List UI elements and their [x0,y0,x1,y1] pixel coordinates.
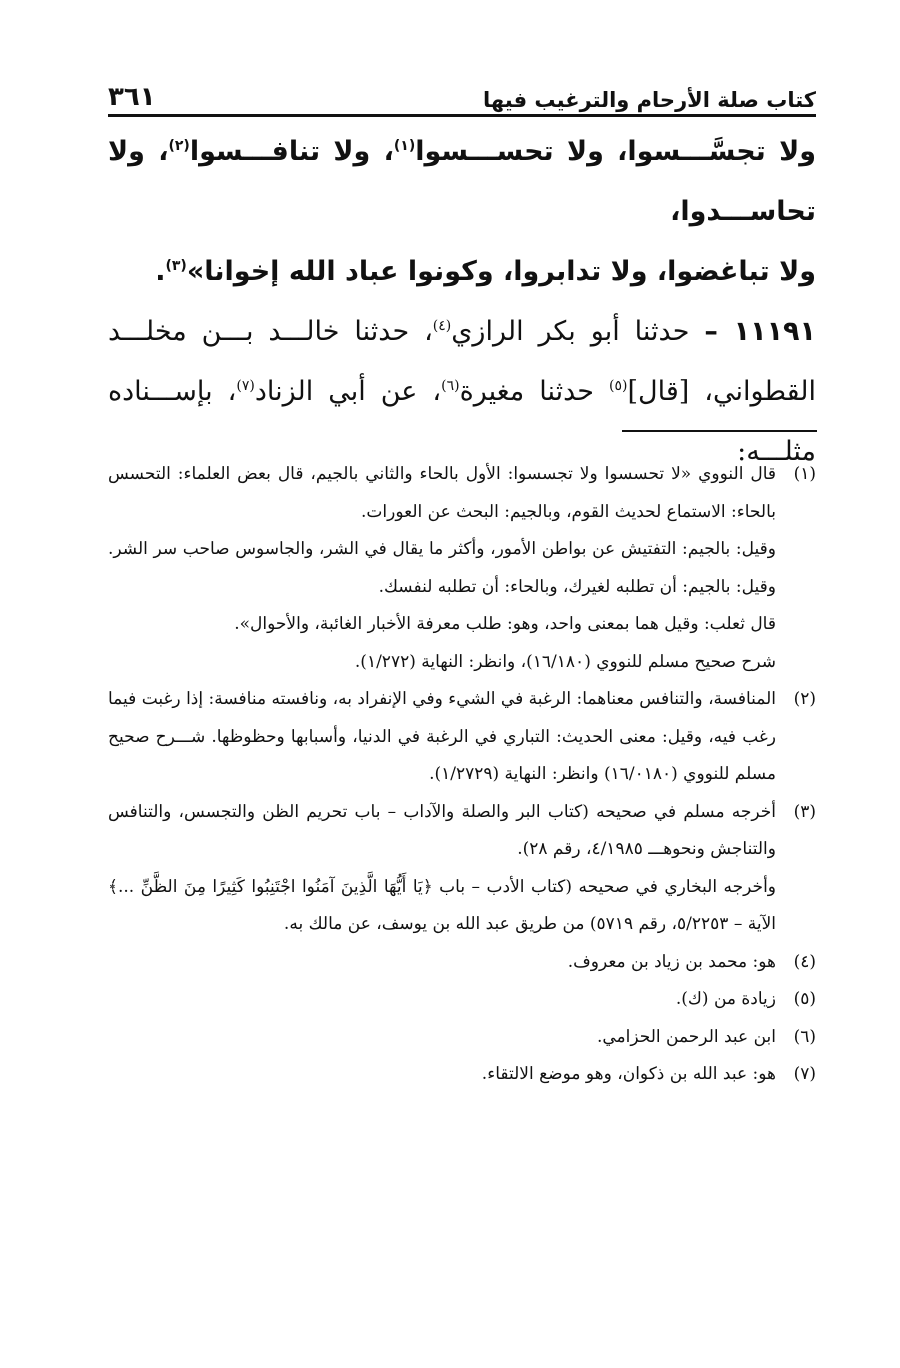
footnote-2 [108,681,816,794]
footnote-number: (١) [793,464,816,484]
footnote-ref-5[interactable]: (٥) [609,378,628,394]
footnote-line: ابن عبد الرحمن الحزامي. [596,1026,776,1047]
text-segment: حدثنا مغيرة [459,376,609,407]
footnote-line: أخرجه مسلم في صحيحه (كتاب البر والصلة والآداب – باب تحريم الظن والتجسس، والتنافس والتناجش ونحوهـــ ٤/١٩٨٥، رقم ٢٨). [108,801,776,859]
footnote-separator [622,430,817,432]
footnote-number: (٤) [793,951,816,972]
footnote-5 [108,981,816,1019]
footnote-number: (٢) [793,689,816,709]
footnote-7 [108,1056,816,1094]
header-rule [108,114,816,117]
footnote-number: (٦) [793,1026,816,1047]
footnote-number: (٣) [793,801,816,822]
footnote-ref-7[interactable]: (٧) [236,378,255,394]
hadith-number: ١١١٩١ – [704,316,817,347]
text-segment: ، حدثنا خالـــد بـــن مخلـــد القطواني، [قال] [108,316,816,407]
footnote-1 [108,456,816,681]
text-segment: حدثنا أبو بكر الرازي [451,316,705,347]
footnote-line: قال النووي «لا تحسسوا ولا تجسسوا: الأول بالحاء والثاني بالجيم، قال بعض العلماء: التحسس بالحاء: الاستماع لحديث القوم، وبالجيم: البحث عن العورات. [108,464,776,522]
hadith-text-line-1 [108,122,816,242]
footnote-line: المنافسة، والتنافس معناهما: الرغبة في الشيء وفي الإنفراد به، ونافسته منافسة: إذا رغبت فيما رغب فيه، وقيل: معنى الحديث: التباري في الرغبة في الدنيا، وأسبابها وحظوظها. شـــرح صحيح مسلم للنووي (١٦/٠١٨٠) وانظر: النهاية (١/٢٧٢٩). [108,689,776,784]
page-header [108,78,816,112]
text-segment: . [155,256,166,287]
hadith-text-line-2 [108,242,816,302]
footnote-line: زيادة من (ك). [675,989,776,1009]
footnote-line: وقيل: بالجيم: التفتيش عن بواطن الأمور، وأكثر ما يقال في الشر، والجاسوس صاحب سر الشر. وقيل: بالجيم: أن تطلبه لغيرك، وبالحاء: أن تطلبه لنفسك. [108,539,776,597]
footnote-ref-3[interactable]: (٣) [165,258,187,274]
footnote-line: هو: محمد بن زياد بن معروف. [567,951,776,972]
footnote-number: (٧) [793,1064,816,1084]
footnote-6 [108,1019,816,1057]
footnote-line: وأخرجه البخاري في صحيحه (كتاب الأدب – باب ﴿يَا أَيُّهَا الَّذِينَ آمَنُوا اجْتَنِبُوا كَثِيرًا مِنَ الظَّنِّ ...﴾ الآية – ٥/٢٢٥٣، رقم ٥٧١٩) من طريق عبد الله بن يوسف، عن مالك به. [108,876,776,934]
hadith-chain-paragraph [108,302,816,482]
footnote-line: هو: عبد الله بن ذكوان، وهو موضع الالتقاء. [481,1064,776,1084]
text-segment: ، عن أبي الزناد [254,376,442,407]
page-number: ٣٦١ [108,82,156,112]
text-segment: ، بإســـناده مثلـــه: [108,376,816,467]
footnote-number: (٥) [793,989,816,1009]
text-segment: ، ولا تحاســـدوا، [108,136,816,227]
footnote-4 [108,944,816,982]
footnote-3 [108,794,816,944]
text-segment: ، ولا تنافـــسوا [189,136,394,167]
chapter-title: كتاب صلة الأرحام والترغيب فيها [483,88,816,112]
main-text [108,122,816,482]
footnote-ref-2[interactable]: (٢) [168,138,190,154]
footnote-line: شرح صحيح مسلم للنووي (١٦/١٨٠)، وانظر: النهاية (١/٢٧٢). [354,651,776,672]
text-segment: ولا تباغضوا، ولا تدابروا، وكونوا عباد الله إخوانا» [186,256,816,287]
footnote-line: قال ثعلب: وقيل هما بمعنى واحد، وهو: طلب معرفة الأخبار الغائبة، والأحوال». [234,614,776,634]
text-segment: ولا تجسَّـــسوا، ولا تحســـسوا [415,136,817,167]
footnotes [108,456,816,1094]
footnote-ref-4[interactable]: (٤) [432,318,452,334]
footnote-ref-1[interactable]: (١) [393,138,416,154]
footnote-ref-6[interactable]: (٦) [441,378,460,394]
